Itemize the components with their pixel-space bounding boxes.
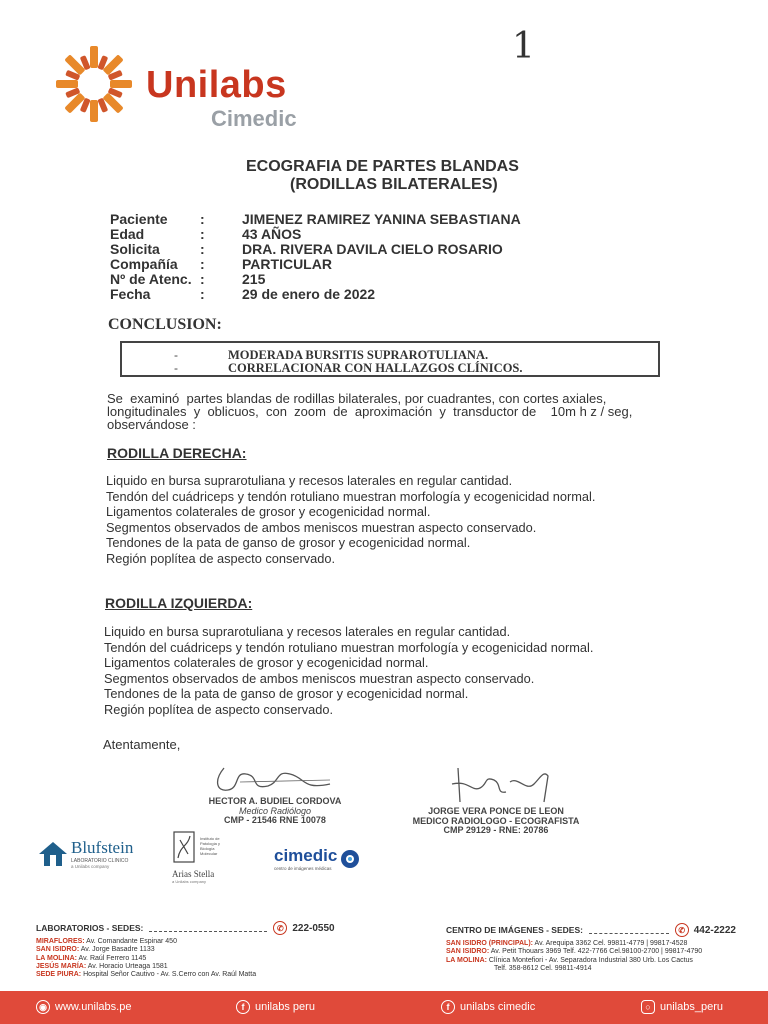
imaging-site-name: LA MOLINA:: [446, 956, 487, 964]
lab-site-name: SAN ISIDRO:: [36, 946, 80, 954]
info-label: Solicita: [110, 241, 160, 257]
patient-info-table: [110, 212, 521, 302]
colon: :: [200, 241, 205, 257]
lab-site-name: SEDE PIURA:: [36, 971, 82, 979]
signer-role: Medico Radiólogo: [238, 805, 312, 816]
instagram-icon: ○: [641, 1000, 655, 1014]
imaging-list: [446, 940, 736, 973]
info-row-requester: [110, 242, 521, 257]
blufstein-text: [71, 838, 133, 869]
imaging-site-address: Telf. 358-8612 Cel. 99811-4914: [494, 964, 592, 972]
lab-site-address: Av. Raúl Ferrero 1145: [78, 954, 147, 962]
conclusion-box: [120, 341, 660, 377]
lab-site: [36, 938, 396, 946]
signature-vera-icon: [448, 762, 558, 808]
imaging-site: [446, 957, 736, 965]
finding-item: Segmentos observados de ambos meniscos muestran aspecto conservado.: [106, 519, 537, 535]
facebook-icon: f: [441, 1000, 455, 1014]
finding-item: Tendones de la pata de ganso de grosor y ecogenicidad normal.: [104, 686, 469, 701]
closing-text: Atentamente,: [103, 737, 181, 752]
brand-name: Unilabs: [146, 64, 287, 106]
info-label: Nº de Atenc.: [110, 271, 192, 287]
signer-name: JORGE VERA PONCE DE LEON: [428, 806, 564, 816]
footer-facebook-cimedic: unilabs cimedic: [460, 1001, 536, 1013]
finding-item: Región poplítea de aspecto conservado.: [106, 550, 336, 566]
signer-registration: CMP - 21546 RNE 10078: [224, 815, 326, 825]
signature-block-budiel: [200, 797, 350, 826]
lab-site: [36, 955, 396, 963]
dashed-leader: [589, 927, 669, 934]
colon: :: [200, 211, 205, 227]
laboratories-heading: LABORATORIOS - SEDES:: [36, 923, 144, 933]
blufstein-house-icon: [38, 841, 68, 867]
footer-instagram: unilabs_peru: [660, 1001, 723, 1013]
bullet-dash: -: [174, 361, 178, 375]
imaging-site: [446, 965, 736, 973]
blufstein-note: a Unilabs company: [71, 864, 110, 869]
info-value: 29 de enero de 2022: [242, 286, 376, 302]
footer-facebook-link[interactable]: [236, 1000, 315, 1014]
cimedic-name: cimedic: [274, 846, 338, 865]
info-row-attention-number: [110, 272, 521, 287]
document-subtitle: (RODILLAS BILATERALES): [290, 176, 498, 193]
intro-line: observándose :: [107, 417, 196, 432]
signature-budiel-icon: [210, 760, 340, 800]
imaging-site-name: SAN ISIDRO:: [446, 948, 490, 956]
phone-icon: ✆: [675, 923, 689, 937]
finding-item: Tendón del cuádriceps y tendón rotuliano muestran morfología y ecogenicidad normal.: [106, 488, 596, 504]
right-knee-heading: RODILLA DERECHA:: [107, 445, 247, 461]
page-number: 1: [512, 26, 535, 67]
cimedic-text: [274, 846, 337, 871]
finding-item: Tendón del cuádriceps y tendón rotuliano muestran morfología y ecogenicidad normal.: [104, 639, 594, 655]
laboratories-phone: [273, 921, 334, 935]
imaging-phone: [675, 923, 736, 937]
imaging-header: [446, 923, 736, 937]
right-knee-findings: [106, 473, 595, 566]
colon: :: [200, 226, 205, 242]
conclusion-line: CORRELACIONAR CON HALLAZGOS CLÍNICOS.: [228, 361, 523, 375]
footer-website: www.unilabs.pe: [55, 1001, 132, 1013]
intro-line: longitudinales y oblicuos, con zoom de aproximación y transductor de 10m h z / seg,: [107, 404, 633, 419]
lab-site-name: MIRAFLORES:: [36, 938, 85, 945]
blufstein-sub: LABORATORIO CLINICO: [71, 858, 129, 864]
info-row-date: [110, 287, 521, 302]
imaging-phone-number: 442-2222: [693, 924, 736, 936]
info-value: JIMENEZ RAMIREZ YANINA SEBASTIANA: [242, 211, 521, 227]
finding-item: Ligamentos colaterales de grosor y ecogenicidad normal.: [104, 655, 429, 670]
lab-site-address: Hospital Señor Cautivo - Av. S.Cerro con Av. Raúl Matta: [83, 971, 257, 979]
conclusion-heading: CONCLUSION:: [108, 316, 222, 333]
conclusion-line: MODERADA BURSITIS SUPRAROTULIANA.: [228, 348, 489, 362]
intro-paragraph: [107, 392, 661, 431]
lab-site-name: JESÚS MARÍA:: [36, 962, 87, 970]
cimedic-sub: centro de imágenes médicas: [274, 866, 332, 871]
blufstein-name: Blufstein: [71, 838, 134, 857]
dashed-leader: [149, 925, 267, 932]
cimedic-logo: [274, 846, 361, 871]
arias-stella-logo: [172, 830, 228, 884]
info-value: DRA. RIVERA DAVILA CIELO ROSARIO: [242, 241, 503, 257]
signer-role: MEDICO RADIOLOGO - ECOGRAFISTA: [412, 815, 580, 826]
left-knee-heading: RODILLA IZQUIERDA:: [105, 595, 253, 611]
sun-burst-logo-icon: [52, 44, 136, 124]
arias-stella-sub: Instituto de Patología y Biología Molecular: [200, 836, 221, 856]
lab-site: [36, 946, 396, 954]
footer-instagram-link[interactable]: [641, 1000, 723, 1014]
laboratories-list: [36, 938, 396, 979]
info-value: 215: [242, 271, 266, 287]
imaging-site-address: Av. Arequipa 3362 Cel. 99811-4779 | 99817-4528: [534, 940, 688, 947]
info-value: 43 AÑOS: [242, 226, 302, 242]
blufstein-logo: [38, 838, 133, 869]
finding-item: Segmentos observados de ambos meniscos muestran aspecto conservado.: [104, 670, 535, 686]
left-knee-findings: [104, 624, 593, 717]
finding-item: Región poplítea de aspecto conservado.: [104, 701, 334, 717]
colon: :: [200, 286, 205, 302]
lab-site-address: Av. Jorge Basadre 1133: [80, 946, 155, 954]
finding-item: Liquido en bursa suprarotuliana y recesos laterales en regular cantidad.: [104, 624, 511, 639]
arias-stella-note: a Unilabs company: [172, 879, 207, 884]
info-label: Fecha: [110, 286, 151, 302]
info-row-patient: [110, 212, 521, 227]
imaging-site: [446, 948, 736, 956]
finding-item: Liquido en bursa suprarotuliana y recesos laterales en regular cantidad.: [106, 473, 513, 488]
imaging-heading: CENTRO DE IMÁGENES - SEDES:: [446, 925, 583, 935]
info-label: Edad: [110, 226, 145, 242]
signer-name: HECTOR A. BUDIEL CORDOVA: [208, 796, 342, 806]
footer-facebook-cimedic-link[interactable]: [441, 1000, 535, 1014]
lab-site-address: Av. Comandante Espinar 450: [86, 938, 177, 945]
signer-registration: CMP 29129 - RNE: 20786: [443, 825, 549, 835]
document-title: ECOGRAFIA DE PARTES BLANDAS: [246, 158, 519, 175]
imaging-section: [446, 923, 736, 973]
phone-icon: ✆: [273, 921, 287, 935]
imaging-site: [446, 940, 736, 948]
imaging-site-address: Clínica Montefiori - Av. Separadora Industrial 380 Urb. Los Cactus: [488, 956, 693, 964]
laboratories-phone-number: 222-0550: [292, 922, 335, 934]
arias-stella-emblem-icon: [172, 830, 196, 864]
signature-block-vera: [398, 807, 594, 836]
arias-stella-name: Arias Stella: [172, 869, 215, 879]
laboratories-header: [36, 921, 396, 935]
lab-site-name: LA MOLINA:: [36, 954, 77, 962]
info-label: Paciente: [110, 211, 168, 227]
footer-website-link[interactable]: [36, 1000, 131, 1014]
info-row-company: [110, 257, 521, 272]
footer-facebook: unilabs peru: [255, 1001, 315, 1013]
bullet-dash: -: [174, 348, 178, 362]
brand-subtitle: Cimedic: [211, 106, 297, 131]
facebook-icon: f: [236, 1000, 250, 1014]
intro-line: Se examinó partes blandas de rodillas bilaterales, por cuadrantes, con cortes axiales,: [107, 391, 607, 406]
colon: :: [200, 256, 205, 272]
globe-icon: ◉: [36, 1000, 50, 1014]
laboratories-section: [36, 921, 396, 979]
cimedic-globe-icon: [339, 848, 361, 870]
imaging-site-address: Av. Petit Thouars 3969 Telf. 422-7766 Cel.98100-2700 | 99817-4790: [490, 948, 703, 956]
finding-item: Tendones de la pata de ganso de grosor y ecogenicidad normal.: [106, 535, 471, 550]
lab-site: [36, 963, 396, 971]
imaging-site-name: SAN ISIDRO (PRINCIPAL):: [446, 940, 533, 947]
info-row-age: [110, 227, 521, 242]
info-label: Compañía: [110, 256, 178, 272]
finding-item: Ligamentos colaterales de grosor y ecogenicidad normal.: [106, 504, 431, 519]
lab-site-address: Av. Horacio Urteaga 1581: [87, 962, 168, 970]
info-value: PARTICULAR: [242, 256, 332, 272]
lab-site: [36, 971, 396, 979]
colon: :: [200, 271, 205, 287]
